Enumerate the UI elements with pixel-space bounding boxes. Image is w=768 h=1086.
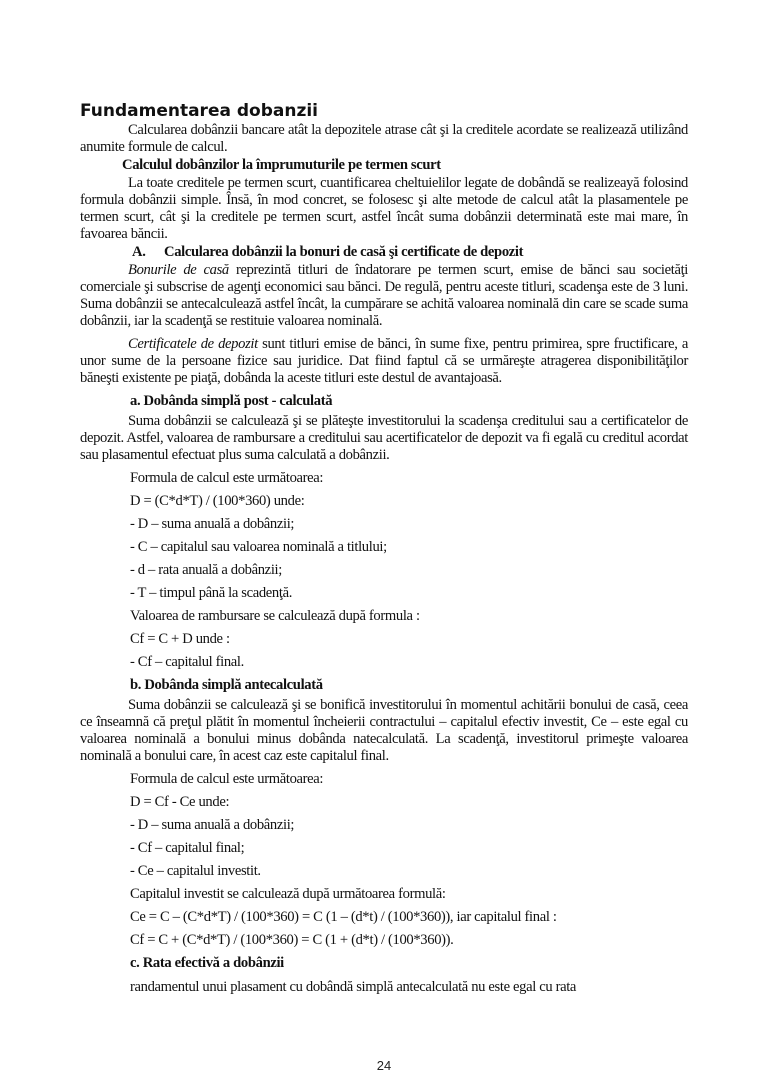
- sub-a-heading: a. Dobânda simplă post - calculată: [130, 393, 333, 409]
- bonuri-term: Bonurile de casă: [128, 262, 229, 278]
- sectionA-heading: [132, 243, 688, 262]
- formula-line: - Ce – capitalul investit.: [130, 863, 261, 879]
- formula-line: - Cf – capitalul final;: [130, 840, 245, 856]
- formula-line: Cf = C + D unde :: [130, 631, 230, 647]
- formula-line: - D – suma anuală a dobânzii;: [130, 817, 295, 833]
- certificate-paragraph: [80, 336, 688, 387]
- formula-line: Formula de calcul este următoarea:: [130, 771, 324, 787]
- section1-heading: Calculul dobânzilor la împrumuturile pe termen scurt: [122, 157, 441, 173]
- formula-line: - Cf – capitalul final.: [130, 654, 244, 670]
- certificate-term: Certificatele de depozit: [128, 336, 258, 352]
- sub-c-heading: c. Rata efectivă a dobânzii: [130, 955, 284, 971]
- formula-line: Cf = C + (C*d*T) / (100*360) = C (1 + (d*t) / (100*360)).: [130, 932, 454, 948]
- sectionA-title: Calcularea dobânzii la bonuri de casă şi certificate de depozit: [164, 244, 524, 260]
- formula-line: - T – timpul până la scadenţă.: [130, 585, 293, 601]
- formula-line: D = Cf - Ce unde:: [130, 794, 230, 810]
- intro-paragraph: Calcularea dobânzii bancare atât la depozitele atrase cât şi la creditele acordate se realizează utilizând anumite formule de calcul.: [80, 122, 688, 155]
- sectionA-label: A.: [132, 244, 146, 260]
- sub-b-paragraph: Suma dobânzii se calculează şi se bonifică investitorului în momentul achitării bonului de casă, ceea ce înseamnă că preţul plătit în momentul încheierii contractului – capitalul efectiv investit, Ce – este egal cu valoarea nominală a bonului minus dobânda natecalculată. La scadenţă, investitorul primeşte valoarea nominală a bonului care, în acest caz este capitalul final.: [80, 697, 688, 764]
- sub-a-paragraph: Suma dobânzii se calculează şi se plăteşte investitorului la scadenşa creditului sau a certificatelor de depozit. Astfel, valoarea de rambursare a creditului sau acertificatelor de depozit va fi egală cu creditul acordat sau plasamentul efectuat plus suma calculată a dobânzii.: [80, 413, 688, 463]
- formula-line: Capitalul investit se calculează după următoarea formulă:: [130, 886, 446, 902]
- bonuri-paragraph: [80, 262, 688, 330]
- formula-line: - d – rata anuală a dobânzii;: [130, 562, 282, 578]
- formula-line: D = (C*d*T) / (100*360) unde:: [130, 493, 305, 509]
- certificate-text: sunt titluri emise de bănci, în sume fixe, pentru primirea, spre fructificare, a unor sume de la persoane fizice sau juridice. Dat fiind faptul că se urmăreşte atragerea disponibilităţilor băneşti existente pe piaţă, dobânda la aceste titluri este destul de avantajoasă.: [80, 336, 688, 386]
- sub-c-line: randamentul unui plasament cu dobândă simplă antecalculată nu este egal cu rata: [130, 979, 577, 995]
- section1-paragraph: La toate creditele pe termen scurt, cuantificarea cheltuielilor legate de dobândă se realizeayă folosind formula dobânzii simple. Însă, în mod concret, se folosesc şi alte metode de calcul atât la plasamentele pe termen scurt, cât şi la creditele pe termen scurt, astfel încât suma dobânzii determinată este mai mare, în favoarea băncii.: [80, 175, 688, 242]
- page-content: [80, 100, 688, 996]
- formula-line: Formula de calcul este următoarea:: [130, 470, 324, 486]
- formula-line: - D – suma anuală a dobânzii;: [130, 516, 295, 532]
- formula-line: Valoarea de rambursare se calculează după formula :: [130, 608, 420, 624]
- formula-line: Ce = C – (C*d*T) / (100*360) = C (1 – (d*t) / (100*360)), iar capitalul final :: [130, 909, 557, 925]
- formula-line: - C – capitalul sau valoarea nominală a titlului;: [130, 539, 387, 555]
- page-title: Fundamentarea dobanzii: [80, 101, 318, 121]
- bonuri-text: reprezintă titluri de îndatorare pe termen scurt, emise de bănci sau societăţi comerciale şi subscrise de agenţi economici sau bănci. De regulă, pentru aceste titluri, scadenşa este de 3 luni. Suma dobânzii se antecalculează astfel încât, la cumpărare se achită valoarea nominală din care se scade suma dobânzii, iar la scadenţă se restituie valoarea nominală.: [80, 262, 688, 329]
- sub-b-heading: b. Dobânda simplă antecalculată: [130, 677, 323, 693]
- page-number: 24: [376, 1058, 392, 1073]
